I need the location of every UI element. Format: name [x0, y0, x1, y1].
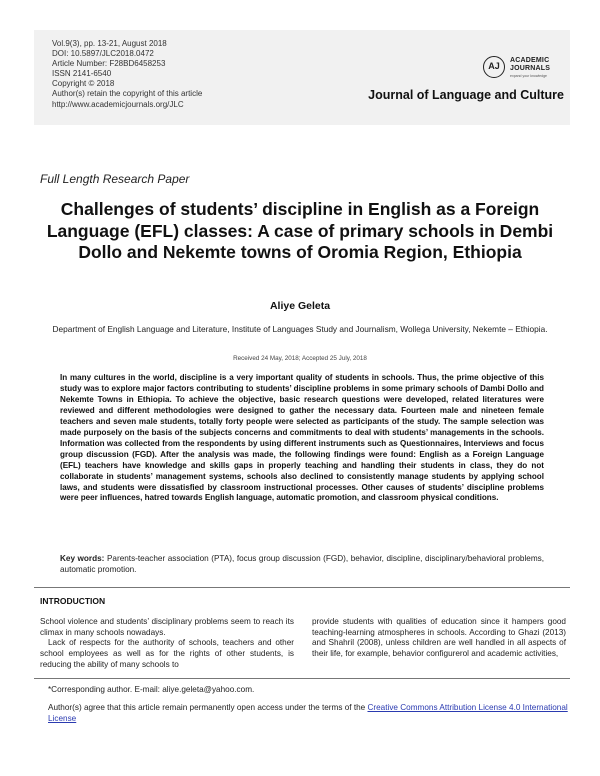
license-link[interactable]: Creative Commons Attribution License 4.0 International License — [48, 703, 568, 723]
issn-line: ISSN 2141-6540 — [52, 69, 112, 79]
logo-tagline: expand your knowledge — [510, 74, 547, 78]
license-text: Author(s) agree that this article remain permanently open access under the terms of the — [48, 703, 368, 712]
section-divider — [34, 587, 570, 588]
copyright-line: Copyright © 2018 — [52, 79, 115, 89]
copyright-retain-line: Author(s) retain the copyright of this article — [52, 89, 203, 99]
doi-line: DOI: 10.5897/JLC2018.0472 — [52, 49, 154, 59]
corresponding-author-note: *Corresponding author. E-mail: aliye.geleta@yahoo.com. — [48, 685, 255, 694]
introduction-left-column — [40, 617, 294, 671]
received-accepted-dates: Received 24 May, 2018; Accepted 25 July, 2018 — [233, 355, 367, 362]
volume-line: Vol.9(3), pp. 13-21, August 2018 — [52, 39, 167, 48]
paper-type: Full Length Research Paper — [40, 172, 190, 186]
abstract: In many cultures in the world, discipline is a very important quality of students in schools. Thus, the prime objective of this study was to explore major factors contributing to students’ discipline problems in some primary schools of Dambi Dollo and Nekemte Towns in Ethiopia. To achieve the objective, basic research questions were developed, related literatures were reviewed and different methodologies were designed to gather the necessary data. Fourteen male and nineteen female teachers and seven male students, totally forty people were selected as participants of the study. The sample selection was made purposely on the basis of the subjects concerns and commitments to deal with students’ managements in the schools. Information was collected from the respondents by using different instruments such as Questionnaires, Interviews and focus group discussion (FGD). After the analysis was made, the following findings were found: English as a Foreign Language (EFL) teachers have knowledge and skills gaps in properly teaching and handling their students in class, they do not collaborate in students’ management systems, schools also declined to consistently manage students by applying school laws, and students were dissatisfied by classroom instructional processes. Other causes of students’ discipline problems were peer influences, hatred towards English language, automatic promotion, and classroom physical conditions. — [60, 373, 544, 503]
intro-paragraph: School violence and students’ disciplinary problems seem to reach its climax in many schools nowadays. — [40, 617, 294, 637]
article-number-line: Article Number: F28BD6458253 — [52, 59, 166, 69]
logo-wordmark: ACADEMIC JOURNALS — [510, 57, 551, 72]
journal-url-line: http://www.academicjournals.org/JLC — [52, 99, 184, 109]
intro-paragraph: Lack of respects for the authority of schools, teachers and other school employees as well as for the rights of other students, is reducing the ability of many schools to — [40, 638, 294, 669]
license-statement — [48, 703, 568, 724]
aj-logo-icon: AJ — [483, 56, 505, 78]
author-name: Aliye Geleta — [269, 300, 331, 312]
introduction-heading: INTRODUCTION — [40, 596, 106, 606]
footnote-divider — [34, 678, 570, 679]
journal-name: Journal of Language and Culture — [368, 88, 564, 102]
intro-paragraph: provide students with qualities of education since it hampers good teaching-learning atmospheres in schools. According to Ghazi (2013) and Shahril (2008), unless children are well handled in all aspects of their life, for example, behavior configurerol and academic activities, — [312, 617, 566, 659]
keywords-list: Parents-teacher association (PTA), focus group discussion (FGD), behavior, discipline, disciplinary/behavioral problems, automatic promotion. — [60, 554, 545, 574]
keywords-label: Key words: — [60, 554, 105, 563]
keywords — [60, 553, 544, 575]
author-affiliation: Department of English Language and Literature, Institute of Languages Study and Journalism, Wollega University, Nekemte – Ethiopia. — [52, 324, 548, 334]
article-metadata — [52, 39, 202, 110]
academic-journals-logo — [483, 54, 561, 82]
paper-title: Challenges of students’ discipline in English as a Foreign Language (EFL) classes: A case of primary schools in Dembi Dollo and Nekemte towns of Oromia Region, Ethiopia — [46, 199, 554, 262]
introduction-right-column — [312, 617, 566, 660]
